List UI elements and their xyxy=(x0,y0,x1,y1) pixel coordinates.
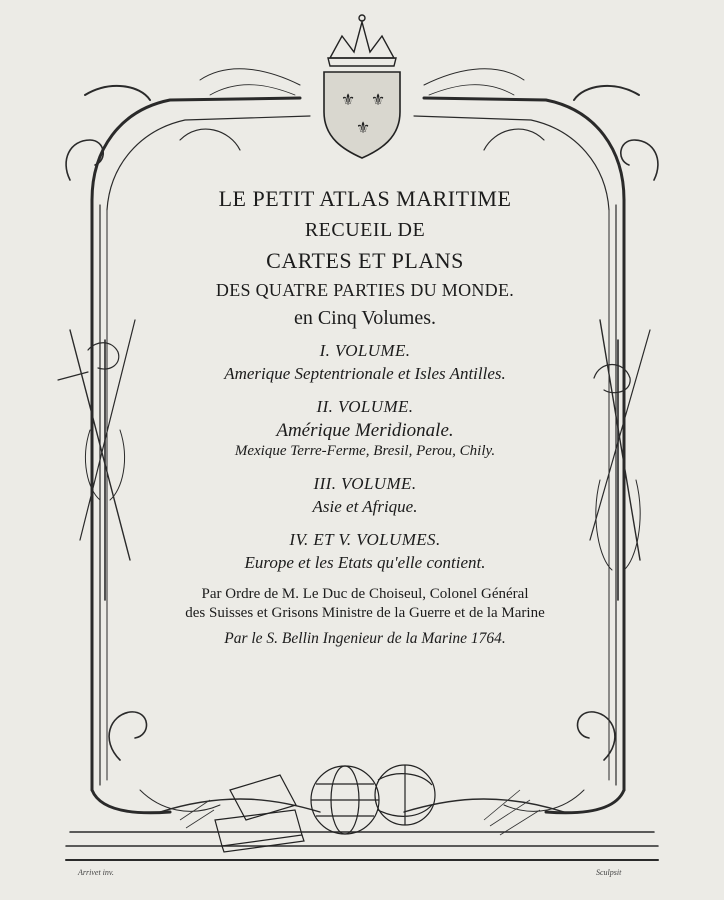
title-cartouche xyxy=(140,188,590,647)
volume-4-5-subtitle: Europe et les Etats qu'elle contient. xyxy=(244,553,486,572)
title-line-2: RECUEIL DE xyxy=(304,219,426,241)
signature-engraver: Sculpsit xyxy=(596,868,622,877)
fleur-de-lis-shield-icon xyxy=(324,72,400,158)
volume-1-subtitle: Amerique Septentrionale et Isles Antilles. xyxy=(224,364,506,383)
svg-text:⚜: ⚜ xyxy=(355,118,371,137)
books-icon xyxy=(215,775,304,852)
volume-2-detail: Mexique Terre-Ferme, Bresil, Perou, Chily. xyxy=(234,443,496,459)
volume-1-heading: I. VOLUME. xyxy=(319,341,411,360)
title-line-3: CARTES ET PLANS xyxy=(266,248,464,273)
title-line-5: en Cinq Volumes. xyxy=(293,307,437,329)
title-line-4: DES QUATRE PARTIES DU MONDE. xyxy=(215,280,515,300)
credit-line-2: des Suisses et Grisons Ministre de la Guerre et de la Marine xyxy=(185,605,545,621)
signature-inventor: Arrivet inv. xyxy=(78,868,114,877)
credit-line-1: Par Ordre de M. Le Duc de Choiseul, Colonel Général xyxy=(201,586,529,602)
svg-text:⚜: ⚜ xyxy=(370,90,386,109)
volume-4-5-heading: IV. ET V. VOLUMES. xyxy=(289,530,441,549)
volume-2-heading: II. VOLUME. xyxy=(316,397,414,416)
crown-icon xyxy=(328,15,396,66)
volume-2-subtitle: Amérique Meridionale. xyxy=(276,420,454,441)
svg-text:⚜: ⚜ xyxy=(340,90,356,109)
volume-3-heading: III. VOLUME. xyxy=(313,474,417,493)
globe-icon xyxy=(311,765,435,834)
credit-line-3: Par le S. Bellin Ingenieur de la Marine 1764. xyxy=(224,630,506,647)
volume-3-subtitle: Asie et Afrique. xyxy=(312,497,418,516)
title-line-1: LE PETIT ATLAS MARITIME xyxy=(218,186,512,211)
